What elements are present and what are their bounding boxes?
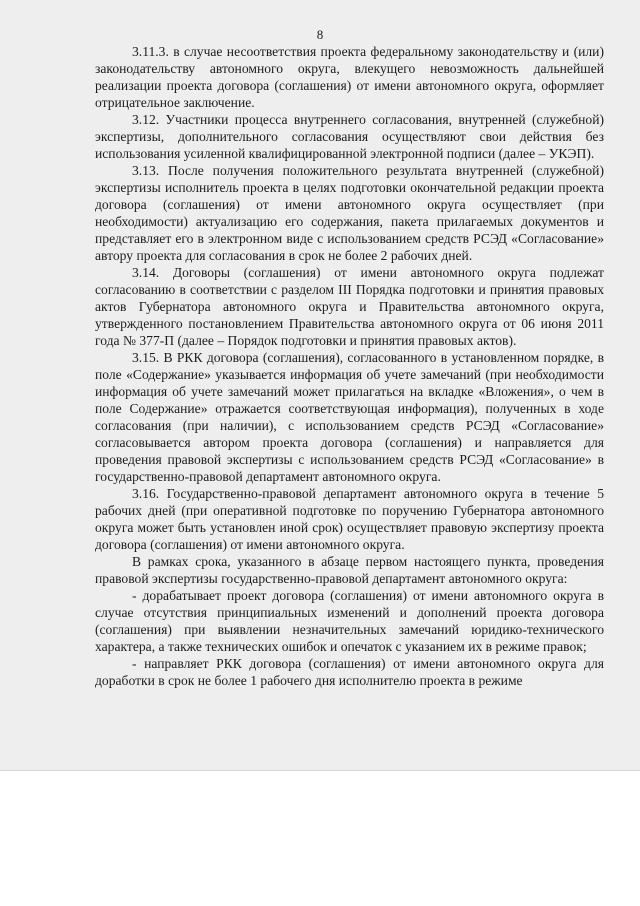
list-item-revise: - дорабатывает проект договора (соглашения) от имени автономного округа в случае отсутствия принципиальных изменений и дополнений проекта договора (соглашения) при выявлении незначительных замечаний юридико-технического характера, а также технических ошибок и опечаток с указанием их в режиме правок; (95, 588, 604, 654)
paragraph-3-11-3: 3.11.3. в случае несоответствия проекта федеральному законодательству и (или) законодательству автономного округа, влекущего невозможность дальнейшей реализации проекта договора (соглашения) от имени автономного округа, оформляет отрицательное заключение. (95, 44, 604, 110)
page-number: 8 (316, 27, 324, 42)
paragraph-3-14: 3.14. Договоры (соглашения) от имени автономного округа подлежат согласованию в соответствии с разделом III Порядка подготовки и принятия правовых актов Губернатора автономного округа и Правительства автономного округа, утвержденного постановлением Правительства автономного округа от 06 июня 2011 года № 377-П (далее – Порядок подготовки и принятия правовых актов). (95, 265, 604, 348)
paragraph-legal-review-scope: В рамках срока, указанного в абзаце первом настоящего пункта, проведения правовой экспертизы государственно-правовой департамент автономного округа: (95, 554, 604, 586)
document-body (95, 43, 604, 689)
list-item-return: - направляет РКК договора (соглашения) от имени автономного округа для доработки в срок не более 1 рабочего дня исполнителю проекта в режиме (95, 656, 604, 688)
paragraph-3-12: 3.12. Участники процесса внутреннего согласования, внутренней (служебной) экспертизы, дополнительного согласования осуществляют свои действия без использования усиленной квалифицированной электронной подписи (далее – УКЭП). (95, 112, 604, 161)
paragraph-3-16: 3.16. Государственно-правовой департамент автономного округа в течение 5 рабочих дней (при оперативной подготовке по поручению Губернатора автономного округа может быть установлен иной срок) осуществляет правовую экспертизу проекта договора (соглашения) от имени автономного округа. (95, 486, 604, 552)
paragraph-3-13: 3.13. После получения положительного результата внутренней (служебной) экспертизы исполнитель проекта в целях подготовки окончательной редакции проекта договора (соглашения) от имени автономного округа осуществляет (при необходимости) актуализацию его содержания, пакета прилагаемых документов и представляет его в электронном виде с использованием средств РСЭД «Согласование» автору проекта для согласования в срок не более 2 рабочих дней. (95, 163, 604, 263)
blank-area (0, 771, 640, 906)
paragraph-3-15: 3.15. В РКК договора (соглашения), согласованного в установленном порядке, в поле «Содержание» указывается информация об учете замечаний (при необходимости информация об учете замечаний может прилагаться на вкладке «Вложения», о чем в поле Содержание» отражается соответствующая информация), полученных в ходе согласования (при наличии), с использованием средств РСЭД «Согласование» согласовывается автором проекта договора (соглашения) и направляется для проведения правовой экспертизы с использованием средств РСЭД «Согласование» в государственно-правовой департамент автономного округа. (95, 350, 604, 484)
